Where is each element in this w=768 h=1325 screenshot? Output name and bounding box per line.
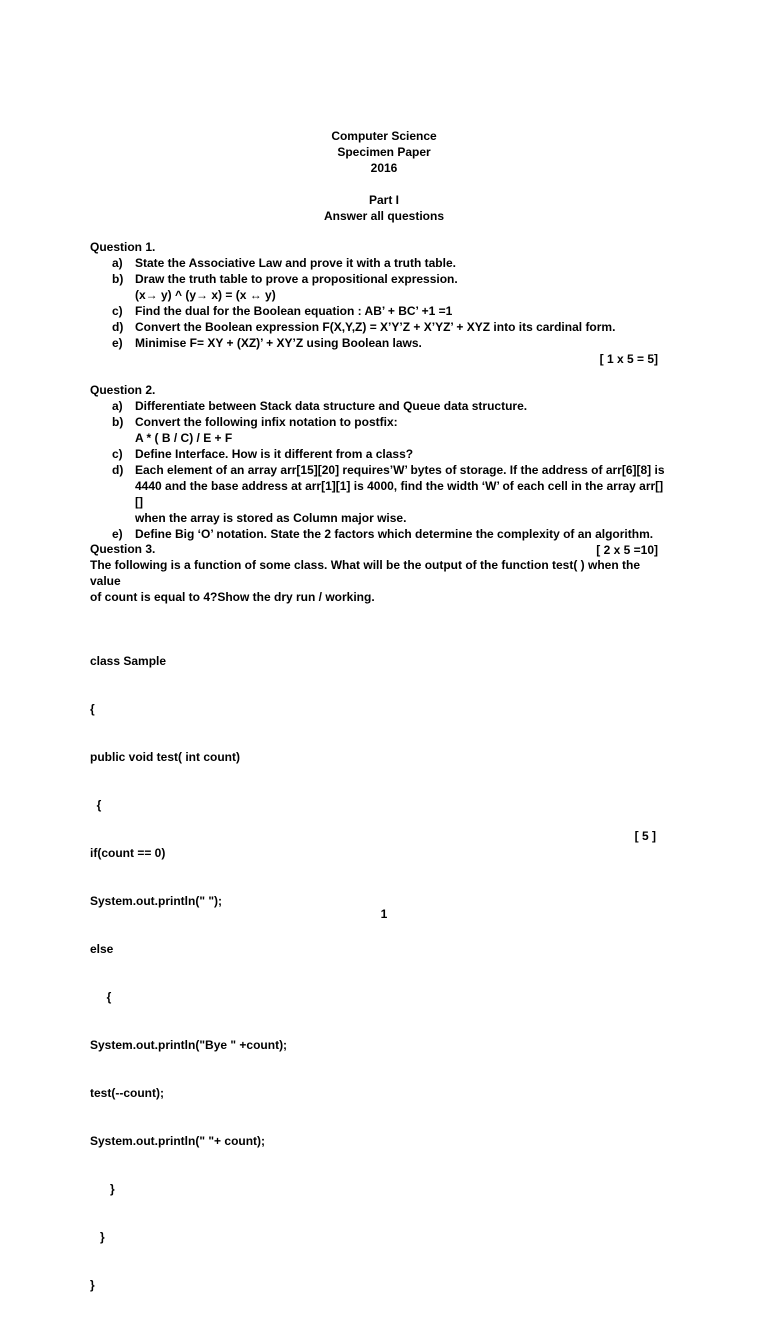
- question-item: [90, 526, 670, 542]
- item-text-line: A * ( B / C) / E + F: [135, 431, 233, 445]
- item-text-line: 4440 and the base address at arr[1][1] is 4000, find the width ‘W’ of each cell in the array arr[][]: [135, 479, 664, 509]
- question-item: [90, 446, 670, 462]
- item-text-line: Each element of an array arr[15][20] requires’W’ bytes of storage. If the address of arr[6][8] is: [135, 463, 665, 477]
- question-item: [90, 255, 670, 271]
- question-title: Question 2.: [90, 383, 156, 397]
- question-3: [90, 541, 670, 1325]
- code-line: test(--count);: [90, 1086, 164, 1100]
- item-text-line: (x→ y) ^ (y→ x) = (x ↔ y): [135, 288, 276, 302]
- question-text: [90, 557, 670, 605]
- item-label: a): [112, 399, 123, 413]
- code-line: class Sample: [90, 654, 167, 668]
- question-marks: [ 1 x 5 = 5]: [599, 352, 658, 366]
- item-text-line: Minimise F= XY + (XZ)’ + XY’Z using Boolean laws.: [135, 336, 422, 350]
- item-text-line: Define Big ‘O’ notation. State the 2 factors which determine the complexity of an algorithm.: [135, 527, 654, 541]
- item-text-line: State the Associative Law and prove it with a truth table.: [135, 256, 456, 270]
- question-item: [90, 414, 670, 446]
- code-line: else: [90, 942, 114, 956]
- instruction: Answer all questions: [323, 209, 445, 223]
- question-marks: [ 2 x 5 =10]: [596, 543, 658, 557]
- code-line: public void test( int count): [90, 750, 240, 764]
- item-text-line: Define Interface. How is it different from a class?: [135, 447, 414, 461]
- part-title: Part I: [368, 193, 399, 207]
- item-text-line: Convert the following infix notation to postfix:: [135, 415, 398, 429]
- item-label: b): [112, 272, 124, 286]
- item-label: d): [112, 463, 124, 477]
- question-item: [90, 303, 670, 319]
- code-line: }: [90, 1278, 95, 1292]
- page-number: 1: [380, 907, 388, 921]
- item-text-line: when the array is stored as Column major wise.: [135, 511, 407, 525]
- question-item: [90, 398, 670, 414]
- code-line: System.out.println("Bye " +count);: [90, 1038, 288, 1052]
- item-label: c): [112, 304, 123, 318]
- question-text-line: of count is equal to 4?Show the dry run / working.: [90, 590, 375, 604]
- paper-year: 2016: [370, 161, 398, 175]
- item-label: e): [112, 527, 123, 541]
- item-text-line: Convert the Boolean expression F(X,Y,Z) = X’Y’Z + X’YZ’ + XYZ into its cardinal form.: [135, 320, 616, 334]
- code-line: }: [90, 1230, 105, 1244]
- question-title: Question 3.: [90, 542, 156, 556]
- item-label: d): [112, 320, 124, 334]
- item-label: e): [112, 336, 123, 350]
- code-line: System.out.println(" ");: [90, 894, 223, 908]
- code-line: {: [90, 702, 95, 716]
- question-title: Question 1.: [90, 240, 156, 254]
- question-item: [90, 335, 670, 351]
- question-item: [90, 462, 670, 526]
- item-text-line: Differentiate between Stack data structure and Queue data structure.: [135, 399, 528, 413]
- paper-header: [0, 128, 768, 224]
- item-text-line: Find the dual for the Boolean equation : AB’ + BC’ +1 =1: [135, 304, 453, 318]
- item-label: c): [112, 447, 123, 461]
- code-line: }: [90, 1182, 115, 1196]
- item-text-line: Draw the truth table to prove a propositional expression.: [135, 272, 458, 286]
- subject-title: Computer Science: [331, 129, 437, 143]
- question-items: [90, 398, 670, 542]
- code-block: [90, 621, 670, 1325]
- item-label: b): [112, 415, 124, 429]
- code-line: {: [90, 798, 102, 812]
- question-items: [90, 255, 670, 351]
- question-text-line: The following is a function of some class. What will be the output of the function test( ) when the value: [90, 558, 640, 588]
- item-label: a): [112, 256, 123, 270]
- code-line: System.out.println(" "+ count);: [90, 1134, 266, 1148]
- question-1: [90, 239, 670, 367]
- paper-type: Specimen Paper: [337, 145, 431, 159]
- code-line: if(count == 0): [90, 846, 166, 860]
- question-item: [90, 271, 670, 303]
- question-2: [90, 382, 670, 558]
- question-item: [90, 319, 670, 335]
- question-3-marks: [ 5 ]: [634, 829, 656, 843]
- code-line: {: [90, 990, 112, 1004]
